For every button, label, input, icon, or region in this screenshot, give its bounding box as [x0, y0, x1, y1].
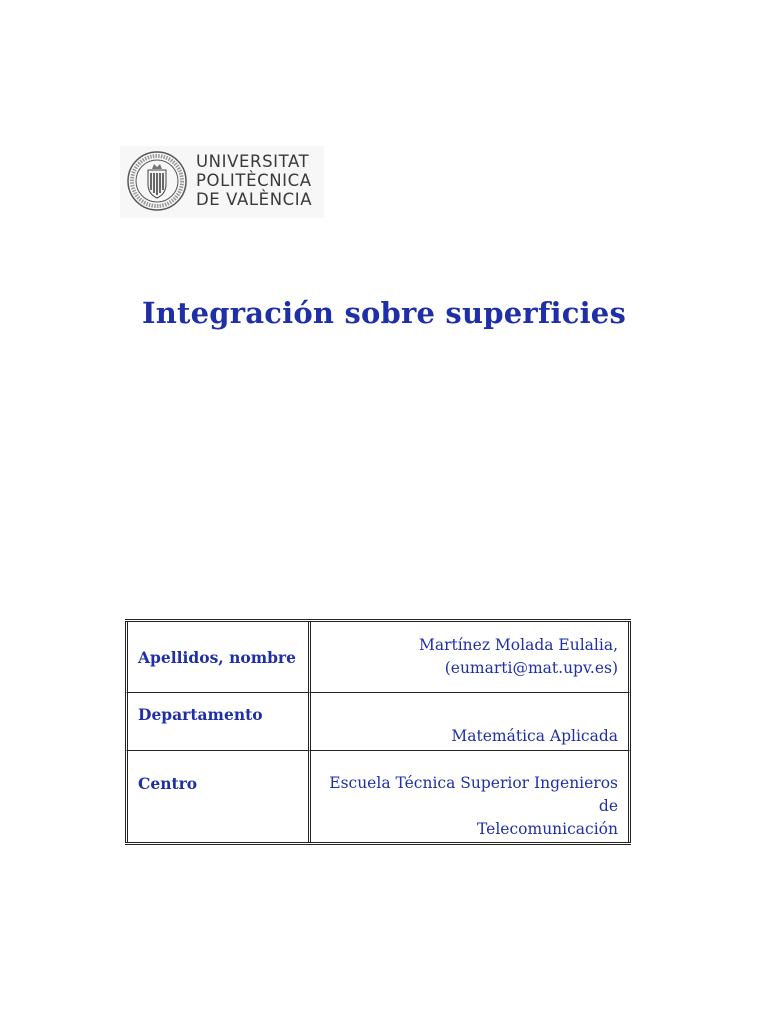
university-seal-icon [126, 150, 188, 212]
row-label: Apellidos, nombre [125, 622, 311, 692]
center-name-line: Telecomunicación [477, 820, 618, 838]
table-row [125, 750, 631, 842]
logo-wordmark [196, 152, 312, 209]
row-label: Departamento [125, 692, 311, 750]
row-value [311, 622, 631, 692]
center-name-line: Escuela Técnica Superior Ingenieros de [329, 774, 618, 815]
author-email: (eumarti@mat.upv.es) [444, 659, 618, 677]
university-logo [120, 146, 324, 218]
table-row [125, 692, 631, 750]
document-title: Integración sobre superficies [142, 296, 626, 330]
author-name: Martínez Molada Eulalia, [418, 636, 618, 654]
row-value [311, 750, 631, 842]
logo-line: DE VALÈNCIA [196, 190, 313, 209]
row-label: Centro [125, 750, 311, 842]
row-value [311, 692, 631, 750]
author-info-table [125, 619, 631, 845]
logo-line: POLITÈCNICA [196, 171, 312, 190]
department-name: Matemática Aplicada [451, 727, 618, 745]
table-row [125, 622, 631, 692]
logo-line: UNIVERSITAT [196, 152, 310, 171]
